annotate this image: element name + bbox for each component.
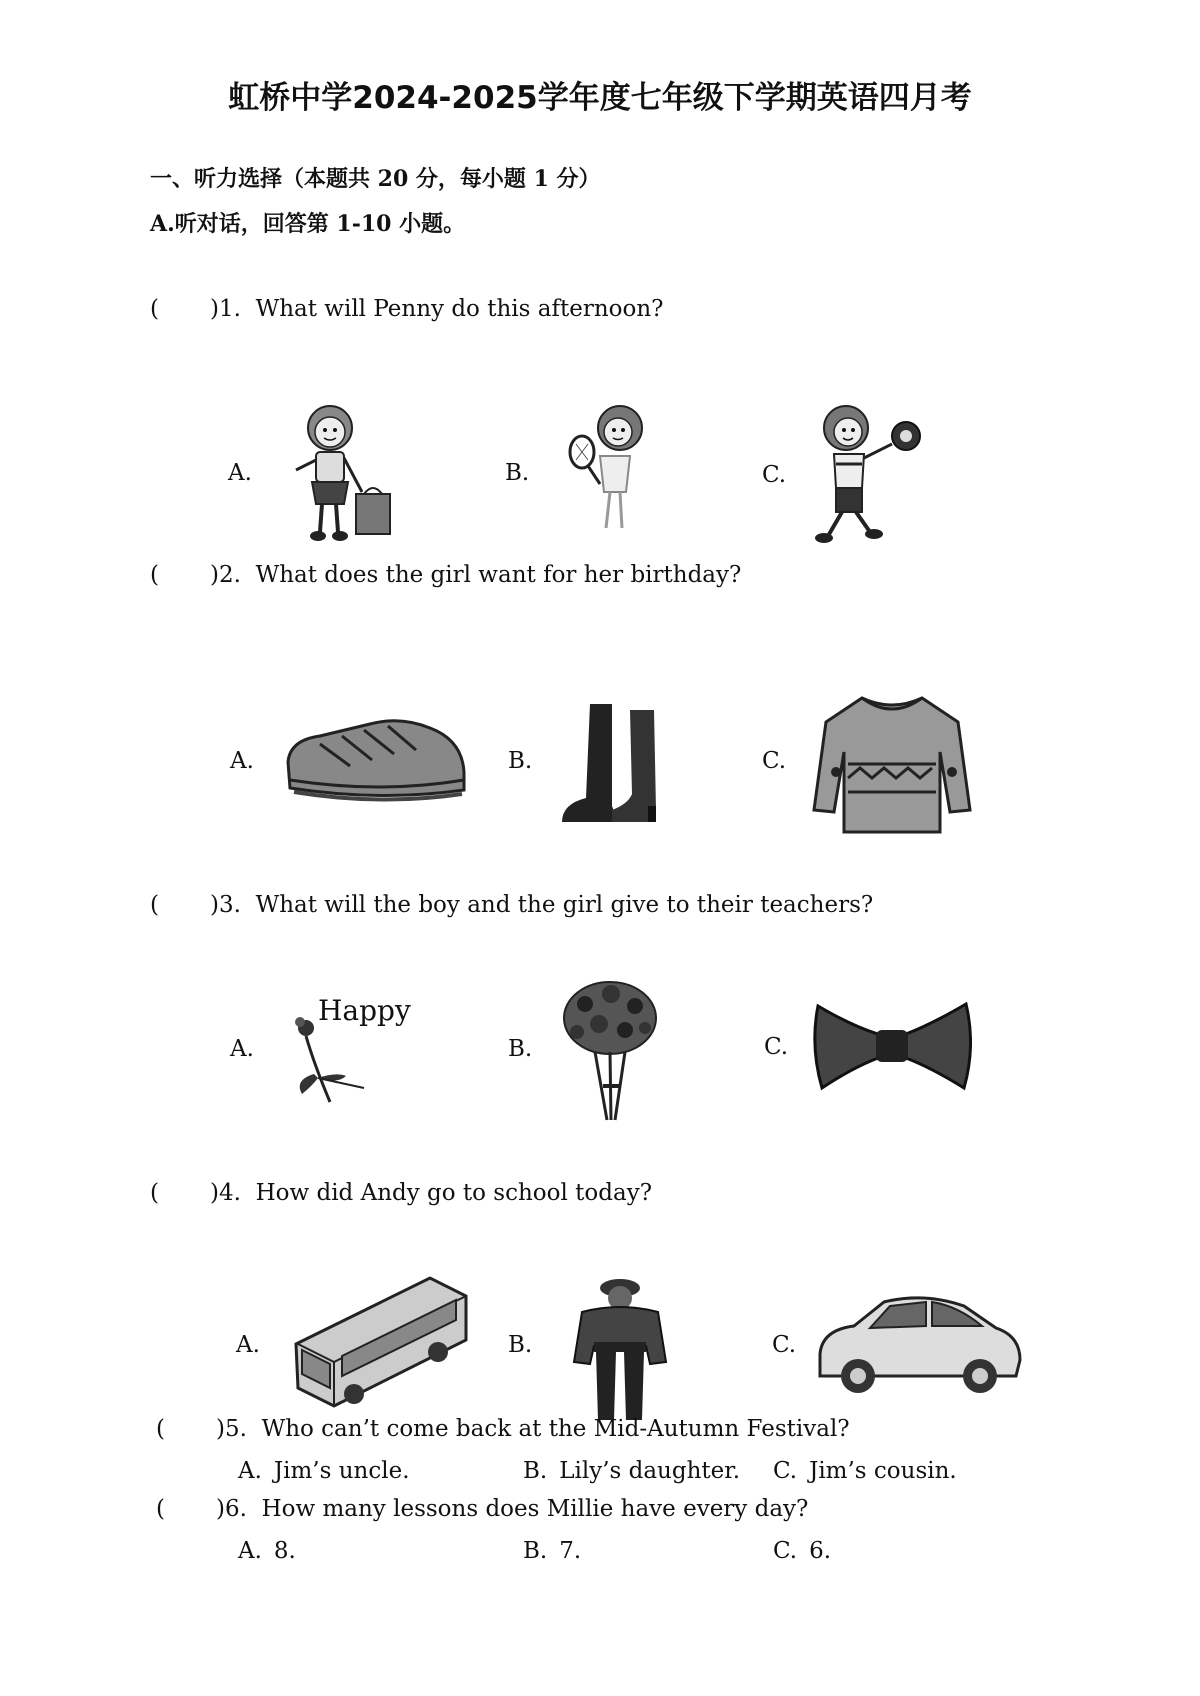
section-subheading: A.听对话，回答第 1-10 小题。 (150, 211, 466, 237)
answer-paren-close: ) (216, 1416, 225, 1442)
option-label: A. (238, 1538, 262, 1564)
question-2 (150, 562, 741, 588)
question-number: 2. (218, 562, 241, 588)
option-text: Lily’s daughter. (559, 1458, 741, 1484)
card-flower-icon[interactable] (284, 1014, 384, 1114)
question-text: Who can’t come back at the Mid-Autumn Festival? (261, 1416, 850, 1442)
question-number: 5. (224, 1416, 247, 1442)
option-label: A. (238, 1458, 262, 1484)
question-text: What does the girl want for her birthday? (255, 562, 742, 588)
page-title: 虹桥中学2024-2025学年度七年级下学期英语四月考 (228, 80, 972, 116)
option-c-label[interactable]: C. (772, 1332, 797, 1358)
answer-paren-close: ) (216, 1496, 225, 1522)
option-c[interactable] (773, 1538, 831, 1564)
girl-volleyball-icon[interactable] (808, 400, 928, 550)
option-c[interactable] (773, 1458, 957, 1484)
answer-paren-open[interactable]: ( (150, 296, 159, 322)
option-text: 7. (559, 1538, 582, 1564)
option-b[interactable] (523, 1458, 740, 1484)
option-b-label[interactable]: B. (508, 1332, 533, 1358)
option-b-label[interactable]: B. (508, 1036, 533, 1062)
answer-paren-open[interactable]: ( (156, 1496, 165, 1522)
option-text: Jim’s cousin. (809, 1458, 957, 1484)
question-3 (150, 892, 873, 918)
answer-paren-close: ) (210, 1180, 219, 1206)
question-6 (156, 1496, 808, 1522)
option-a-label[interactable]: A. (236, 1332, 260, 1358)
question-5 (156, 1416, 850, 1442)
question-text: What will the boy and the girl give to their teachers? (255, 892, 874, 918)
option-label: C. (773, 1538, 798, 1564)
sweater-icon[interactable] (812, 692, 972, 836)
option-text: 8. (273, 1538, 296, 1564)
section-heading: 一、听力选择（本题共 20 分，每小题 1 分） (150, 166, 601, 192)
question-text: How did Andy go to school today? (255, 1180, 653, 1206)
option-b-label[interactable]: B. (508, 748, 533, 774)
answer-paren-close: ) (210, 296, 219, 322)
sneaker-icon[interactable] (280, 710, 470, 810)
option-a-label[interactable]: A. (230, 748, 254, 774)
girl-shopping-icon[interactable] (278, 400, 398, 548)
answer-paren-open[interactable]: ( (156, 1416, 165, 1442)
option-a-label[interactable]: A. (230, 1036, 254, 1062)
option-b-label[interactable]: B. (505, 460, 530, 486)
question-4 (150, 1180, 652, 1206)
option-label: B. (523, 1458, 548, 1484)
car-icon[interactable] (814, 1290, 1024, 1396)
question-number: 3. (218, 892, 241, 918)
option-text: 6. (809, 1538, 832, 1564)
bow-tie-icon[interactable] (812, 998, 972, 1094)
girl-tennis-icon[interactable] (560, 400, 660, 540)
option-label: B. (523, 1538, 548, 1564)
option-label: C. (773, 1458, 798, 1484)
option-a-label[interactable]: A. (228, 460, 252, 486)
option-c-label[interactable]: C. (762, 462, 787, 488)
option-a[interactable] (238, 1538, 296, 1564)
walking-man-icon[interactable] (560, 1276, 680, 1426)
question-1 (150, 296, 663, 322)
option-c-label[interactable]: C. (762, 748, 787, 774)
question-text: What will Penny do this afternoon? (255, 296, 664, 322)
answer-paren-open[interactable]: ( (150, 892, 159, 918)
option-text: Jim’s uncle. (273, 1458, 410, 1484)
answer-paren-open[interactable]: ( (150, 1180, 159, 1206)
boots-icon[interactable] (558, 698, 668, 828)
option-c-label[interactable]: C. (764, 1034, 789, 1060)
option-a[interactable] (238, 1458, 410, 1484)
bouquet-icon[interactable] (555, 976, 665, 1126)
question-text: How many lessons does Millie have every day? (261, 1496, 809, 1522)
answer-paren-close: ) (210, 562, 219, 588)
question-number: 6. (224, 1496, 247, 1522)
question-number: 4. (218, 1180, 241, 1206)
bus-icon[interactable] (290, 1270, 470, 1410)
question-number: 1. (218, 296, 241, 322)
answer-paren-open[interactable]: ( (150, 562, 159, 588)
option-b[interactable] (523, 1538, 581, 1564)
answer-paren-close: ) (210, 892, 219, 918)
card-greeting-text: Happy (318, 994, 411, 1027)
